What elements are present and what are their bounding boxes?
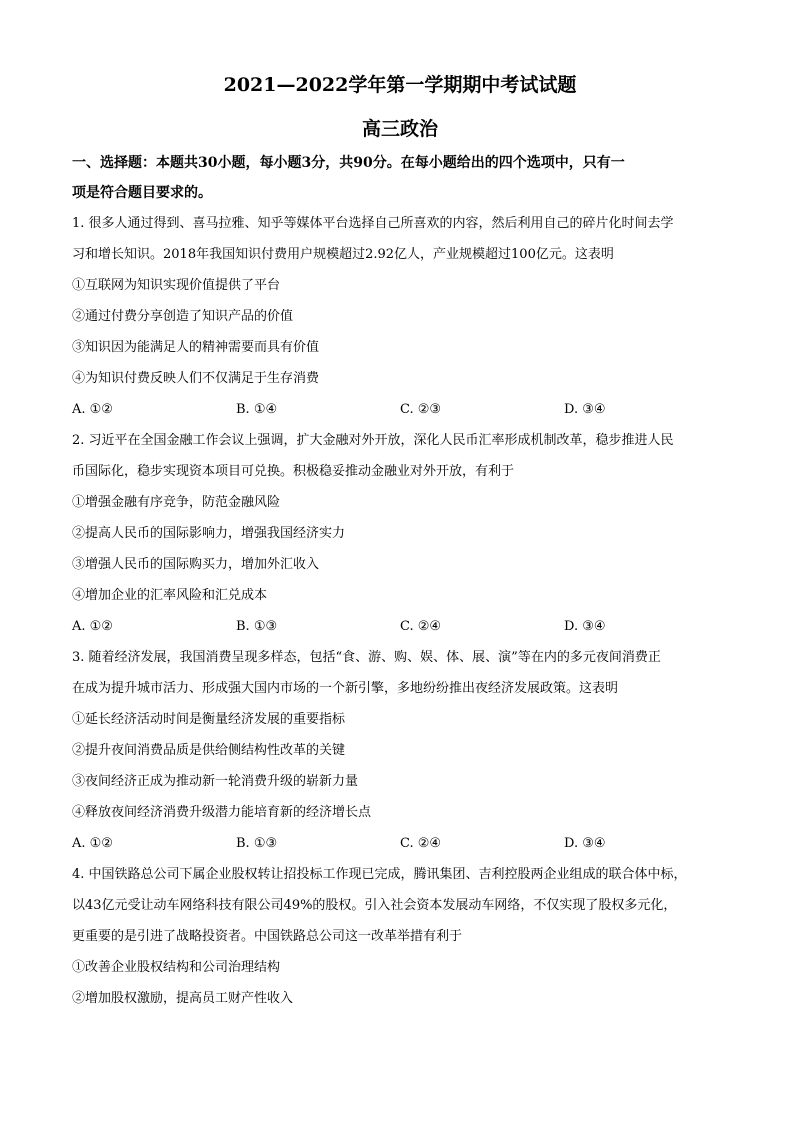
question-1-stem-line-2: 习和增长知识。2018年我国知识付费用户规模超过2.92亿人，产业规模超过100亿元。这表明	[72, 247, 614, 262]
question-1-option-b: B. ①④	[236, 402, 278, 417]
question-2-options	[72, 611, 728, 642]
question-3-option-c: C. ②④	[400, 836, 442, 851]
question-3-option-b: B. ①③	[236, 836, 278, 851]
question-1-statement-4: ④为知识付费反映人们不仅满足于生存消费	[72, 371, 320, 386]
question-1-options	[72, 394, 728, 425]
question-2	[72, 425, 728, 642]
question-4-stem-line-3: 更重要的是引进了战略投资者。中国铁路总公司这一改革举措有利于	[72, 929, 463, 944]
question-3-stem-line-1: 3. 随着经济发展，我国消费呈现多样态，包括“食、游、购、娱、体、展、演”等在内的多元夜间消费正	[72, 650, 661, 665]
exam-page	[72, 68, 728, 1014]
question-2-option-c: C. ②④	[400, 619, 442, 634]
question-3-statement-2: ②提升夜间消费品质是供给侧结构性改革的关键	[72, 743, 346, 758]
question-1-statement-1: ①互联网为知识实现价值提供了平台	[72, 278, 281, 293]
question-3-stem-line-2: 在成为提升城市活力、形成强大国内市场的一个新引擎，多地纷纷推出夜经济发展政策。这表明	[72, 681, 619, 696]
question-2-stem-line-1: 2. 习近平在全国金融工作会议上强调，扩大金融对外开放，深化人民币汇率形成机制改革，稳步推进人民	[72, 433, 674, 448]
question-3	[72, 642, 728, 859]
question-2-statement-4: ④增加企业的汇率风险和汇兑成本	[72, 588, 268, 603]
question-3-option-a: A. ①②	[72, 836, 113, 851]
question-3-option-d: D. ③④	[564, 836, 606, 851]
question-2-option-a: A. ①②	[72, 619, 113, 634]
question-1-option-a: A. ①②	[72, 402, 113, 417]
question-4-statement-2: ②增加股权激励，提高员工财产性收入	[72, 991, 294, 1006]
question-4-statement-1: ①改善企业股权结构和公司治理结构	[72, 960, 281, 975]
question-3-statement-3: ③夜间经济正成为推动新一轮消费升级的崭新力量	[72, 774, 359, 789]
question-2-statement-2: ②提高人民币的国际影响力，增强我国经济实力	[72, 526, 346, 541]
question-1-stem-line-1: 1. 很多人通过得到、喜马拉雅、知乎等媒体平台选择自己所喜欢的内容，然后利用自己的碎片化时间去学	[72, 216, 674, 231]
exam-title: 2021—2022学年第一学期期中考试试题	[223, 74, 577, 96]
section-instructions-line-1: 一、选择题：本题共30小题，每小题3分，共90分。在每小题给出的四个选项中，只有一	[72, 155, 625, 171]
question-3-statement-1: ①延长经济活动时间是衡量经济发展的重要指标	[72, 712, 346, 727]
question-4-stem-line-2: 以43亿元受让动车网络科技有限公司49%的股权。引入社会资本发展动车网络，不仅实现了股权多元化，	[72, 898, 677, 913]
question-1-option-d: D. ③④	[564, 402, 606, 417]
question-1-statement-2: ②通过付费分享创造了知识产品的价值	[72, 309, 294, 324]
question-4-stem-line-1: 4. 中国铁路总公司下属企业股权转让招投标工作现已完成，腾讯集团、吉利控股两企业组成的联合体中标，	[72, 867, 687, 882]
question-2-option-b: B. ①③	[236, 619, 278, 634]
question-3-options	[72, 828, 728, 859]
question-2-stem-line-2: 币国际化，稳步实现资本项目可兑换。积极稳妥推动金融业对外开放，有利于	[72, 464, 515, 479]
exam-subject: 高三政治	[361, 118, 438, 140]
question-2-statement-3: ③增强人民币的国际购买力，增加外汇收入	[72, 557, 320, 572]
question-1-statement-3: ③知识因为能满足人的精神需要而具有价值	[72, 340, 320, 355]
section-instructions-line-2: 项是符合题目要求的。	[72, 185, 212, 201]
question-4	[72, 859, 728, 1014]
question-1-option-c: C. ②③	[400, 402, 442, 417]
question-1	[72, 208, 728, 425]
question-3-statement-4: ④释放夜间经济消费升级潜力能培育新的经济增长点	[72, 805, 372, 820]
question-2-option-d: D. ③④	[564, 619, 606, 634]
question-2-statement-1: ①增强金融有序竞争，防范金融风险	[72, 495, 281, 510]
